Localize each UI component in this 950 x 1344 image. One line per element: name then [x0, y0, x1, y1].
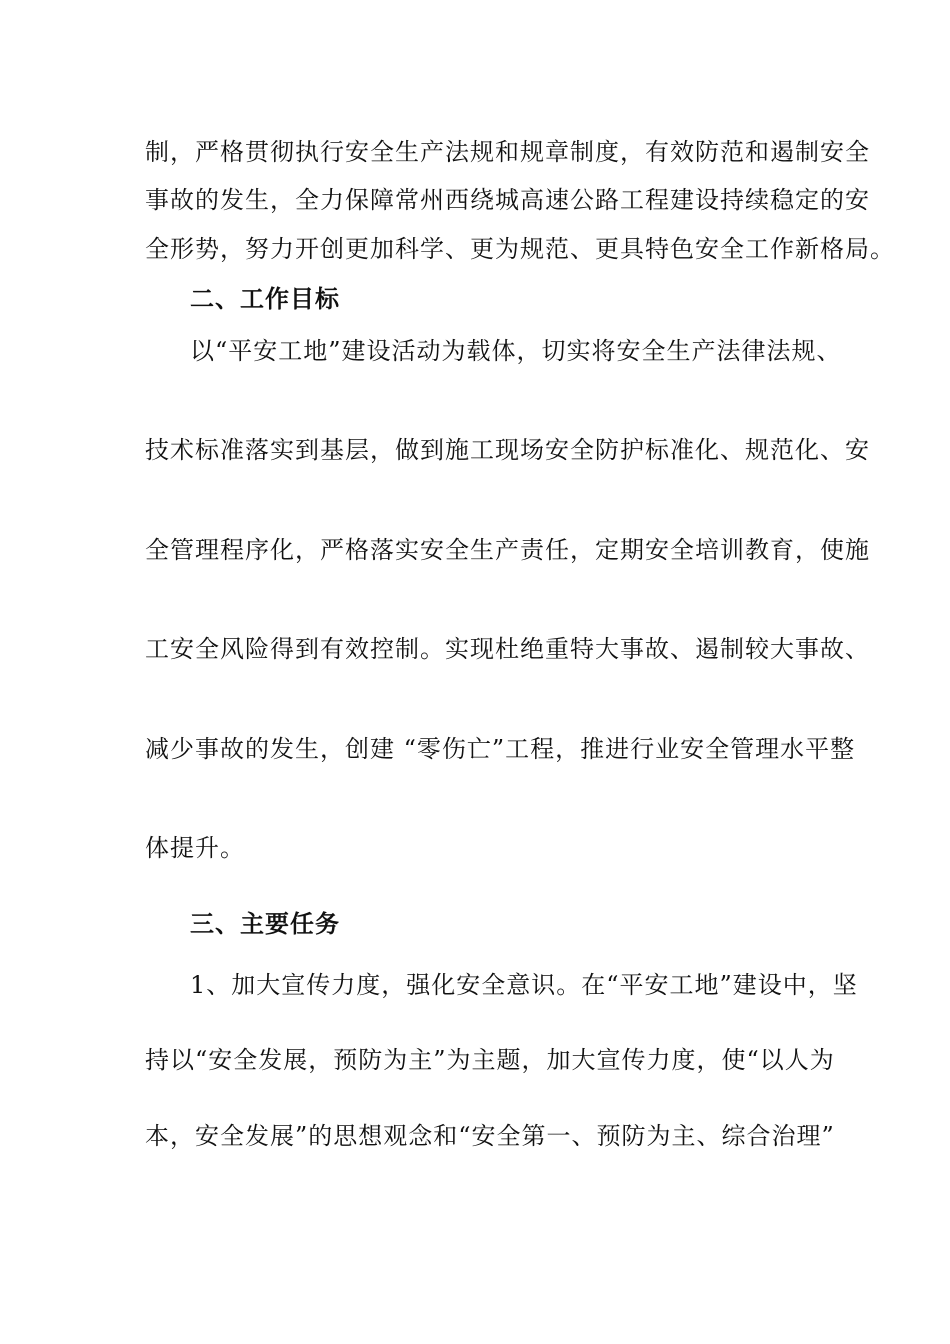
paragraph-line: 技术标准落实到基层，做到施工现场安全防护标准化、规范化、安	[145, 436, 870, 464]
paragraph-line: 持以“安全发展，预防为主”为主题，加大宣传力度，使“以人为	[145, 1046, 835, 1074]
paragraph-line: 工安全风险得到有效控制。实现杜绝重特大事故、遏制较大事故、	[145, 635, 870, 663]
paragraph-line: 本，安全发展”的思想观念和“安全第一、预防为主、综合治理”	[145, 1122, 835, 1150]
paragraph-line: 事故的发生，全力保障常州西绕城高速公路工程建设持续稳定的安	[145, 186, 870, 214]
paragraph-line: 以“平安工地”建设活动为载体，切实将安全生产法律法规、	[190, 337, 842, 365]
paragraph-line: 减少事故的发生，创建 “零伤亡”工程，推进行业安全管理水平整	[145, 735, 856, 763]
paragraph-line: 全形势，努力开创更加科学、更为规范、更具特色安全工作新格局。	[145, 235, 895, 263]
paragraph-line: 全管理程序化，严格落实安全生产责任，定期安全培训教育，使施	[145, 536, 870, 564]
paragraph-line: 1、加大宣传力度，强化安全意识。在“平安工地”建设中，坚	[190, 971, 858, 999]
paragraph-line: 体提升。	[145, 834, 245, 862]
section-heading-work-goals: 二、工作目标	[190, 284, 340, 313]
paragraph-line: 制，严格贯彻执行安全生产法规和规章制度，有效防范和遏制安全	[145, 138, 870, 166]
section-heading-main-tasks: 三、主要任务	[190, 909, 340, 938]
